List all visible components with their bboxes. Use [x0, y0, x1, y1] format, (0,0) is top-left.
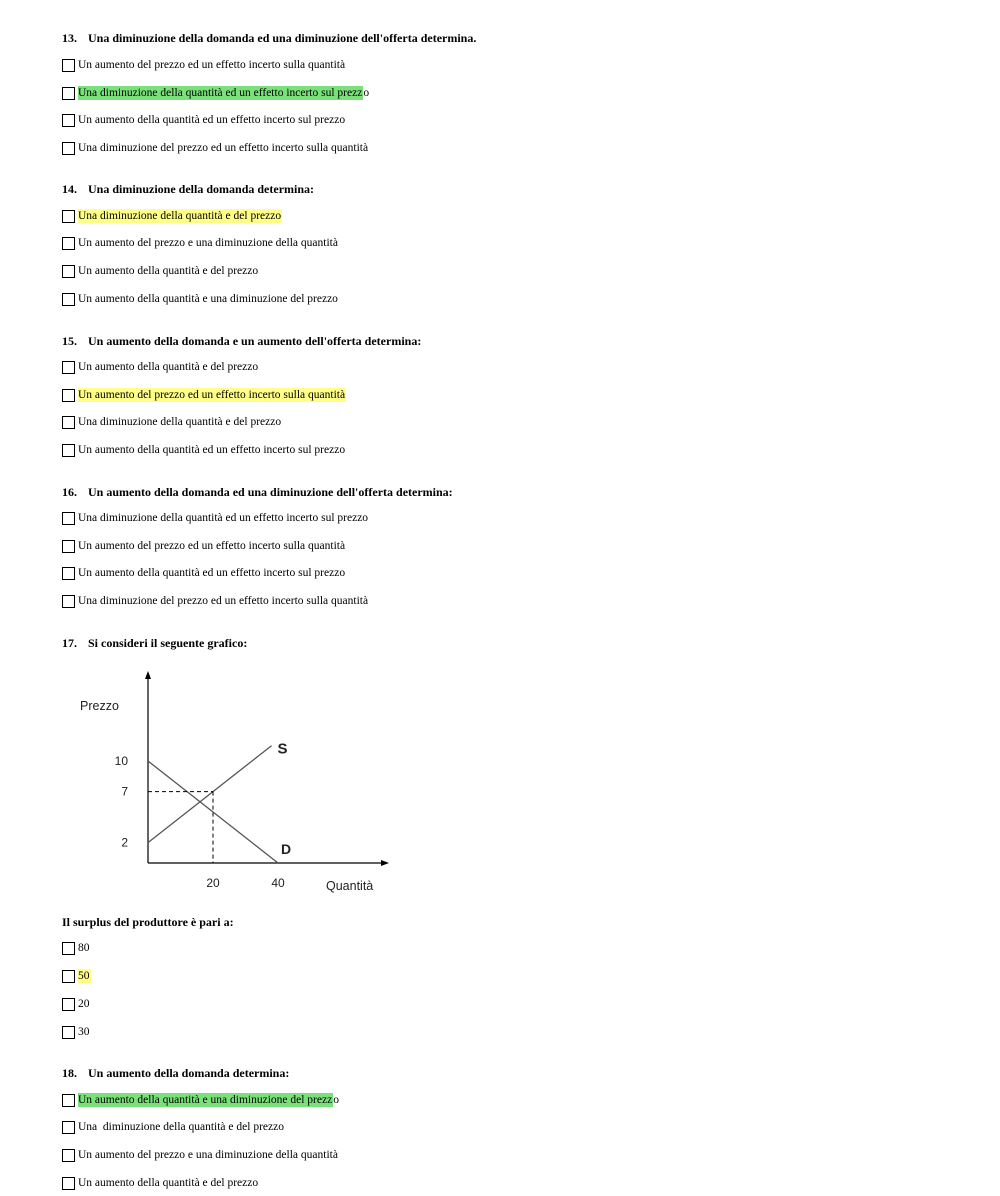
checkbox[interactable]	[62, 1177, 75, 1190]
y-tick-label: 10	[114, 754, 128, 768]
checkbox[interactable]	[62, 998, 75, 1011]
checkbox[interactable]	[62, 1026, 75, 1039]
q16-option-3[interactable]: Un aumento della quantità ed un effetto incerto sul prezzo	[62, 565, 346, 581]
checkbox[interactable]	[62, 942, 75, 955]
checkbox[interactable]	[62, 567, 75, 580]
q17-option-1[interactable]: 80	[62, 940, 91, 956]
supply-line	[148, 746, 272, 843]
q14-option-2[interactable]: Un aumento del prezzo e una diminuzione della quantità	[62, 235, 339, 251]
y-tick-label: 2	[121, 835, 128, 850]
checkbox[interactable]	[62, 265, 75, 278]
q14-option-1[interactable]: Una diminuzione della quantità e del prezzo	[62, 208, 282, 224]
question-16-title: 16. Un aumento della domanda ed una diminuzione dell'offerta determina:	[62, 485, 453, 499]
x-tick-label: 40	[271, 876, 285, 890]
checkbox[interactable]	[62, 237, 75, 250]
checkbox[interactable]	[62, 540, 75, 553]
q14-option-3[interactable]: Un aumento della quantità e del prezzo	[62, 263, 259, 279]
checkbox[interactable]	[62, 1094, 75, 1107]
q16-option-1[interactable]: Una diminuzione della quantità ed un effetto incerto sul prezzo	[62, 510, 369, 526]
demand-label: D	[281, 841, 292, 857]
question-18-title: 18. Un aumento della domanda determina:	[62, 1066, 290, 1080]
checkbox[interactable]	[62, 361, 75, 374]
checkbox[interactable]	[62, 87, 75, 100]
q17-option-2[interactable]: 50	[62, 968, 91, 984]
question-13-title: 13. Una diminuzione della domanda ed una diminuzione dell'offerta determina.	[62, 31, 477, 45]
checkbox[interactable]	[62, 210, 75, 223]
question-17-subtitle: Il surplus del produttore è pari a:	[62, 915, 234, 929]
q16-option-4[interactable]: Una diminuzione del prezzo ed un effetto incerto sulla quantità	[62, 593, 369, 609]
checkbox[interactable]	[62, 389, 75, 402]
checkbox[interactable]	[62, 970, 75, 983]
q13-option-4[interactable]: Una diminuzione del prezzo ed un effetto incerto sulla quantità	[62, 140, 369, 156]
y-axis-arrow	[145, 671, 151, 679]
q13-option-1[interactable]: Un aumento del prezzo ed un effetto incerto sulla quantità	[62, 57, 346, 73]
supply-label: S	[277, 740, 288, 758]
x-axis-arrow	[381, 860, 389, 866]
q13-option-3[interactable]: Un aumento della quantità ed un effetto incerto sul prezzo	[62, 112, 346, 128]
checkbox[interactable]	[62, 142, 75, 155]
checkbox[interactable]	[62, 293, 75, 306]
checkbox[interactable]	[62, 59, 75, 72]
checkbox[interactable]	[62, 595, 75, 608]
checkbox[interactable]	[62, 1121, 75, 1134]
q18-option-4[interactable]: Un aumento della quantità e del prezzo	[62, 1175, 259, 1191]
checkbox[interactable]	[62, 1149, 75, 1162]
q16-option-2[interactable]: Un aumento del prezzo ed un effetto incerto sulla quantità	[62, 538, 346, 554]
q18-option-2[interactable]: Una diminuzione della quantità e del prezzo	[62, 1119, 285, 1135]
q18-option-3[interactable]: Un aumento del prezzo e una diminuzione della quantità	[62, 1147, 339, 1163]
q18-option-1[interactable]: Un aumento della quantità e una diminuzione del prezz o	[62, 1092, 339, 1108]
checkbox[interactable]	[62, 444, 75, 457]
chart-axes	[145, 671, 389, 866]
y-tick-label: 7	[121, 784, 128, 799]
x-tick-label: 20	[206, 876, 220, 890]
q15-option-3[interactable]: Una diminuzione della quantità e del prezzo	[62, 414, 282, 430]
q17-option-4[interactable]: 30	[62, 1024, 91, 1040]
supply-demand-chart	[62, 665, 422, 900]
q15-option-4[interactable]: Un aumento della quantità ed un effetto incerto sul prezzo	[62, 442, 346, 458]
q17-option-3[interactable]: 20	[62, 996, 91, 1012]
q15-option-2[interactable]: Un aumento del prezzo ed un effetto incerto sulla quantità	[62, 387, 346, 403]
checkbox[interactable]	[62, 512, 75, 525]
q13-option-2[interactable]: Una diminuzione della quantità ed un effetto incerto sul prezz o	[62, 85, 369, 101]
checkbox[interactable]	[62, 114, 75, 127]
x-axis-label: Quantità	[326, 879, 374, 893]
checkbox[interactable]	[62, 416, 75, 429]
question-14-title: 14. Una diminuzione della domanda determina:	[62, 182, 315, 196]
q14-option-4[interactable]: Un aumento della quantità e una diminuzione del prezzo	[62, 291, 339, 307]
question-15-title: 15. Un aumento della domanda e un aumento dell'offerta determina:	[62, 334, 422, 348]
question-17-title: 17. Si consideri il seguente grafico:	[62, 636, 248, 650]
y-axis-label: Prezzo	[80, 699, 119, 713]
q15-option-1[interactable]: Un aumento della quantità e del prezzo	[62, 359, 259, 375]
